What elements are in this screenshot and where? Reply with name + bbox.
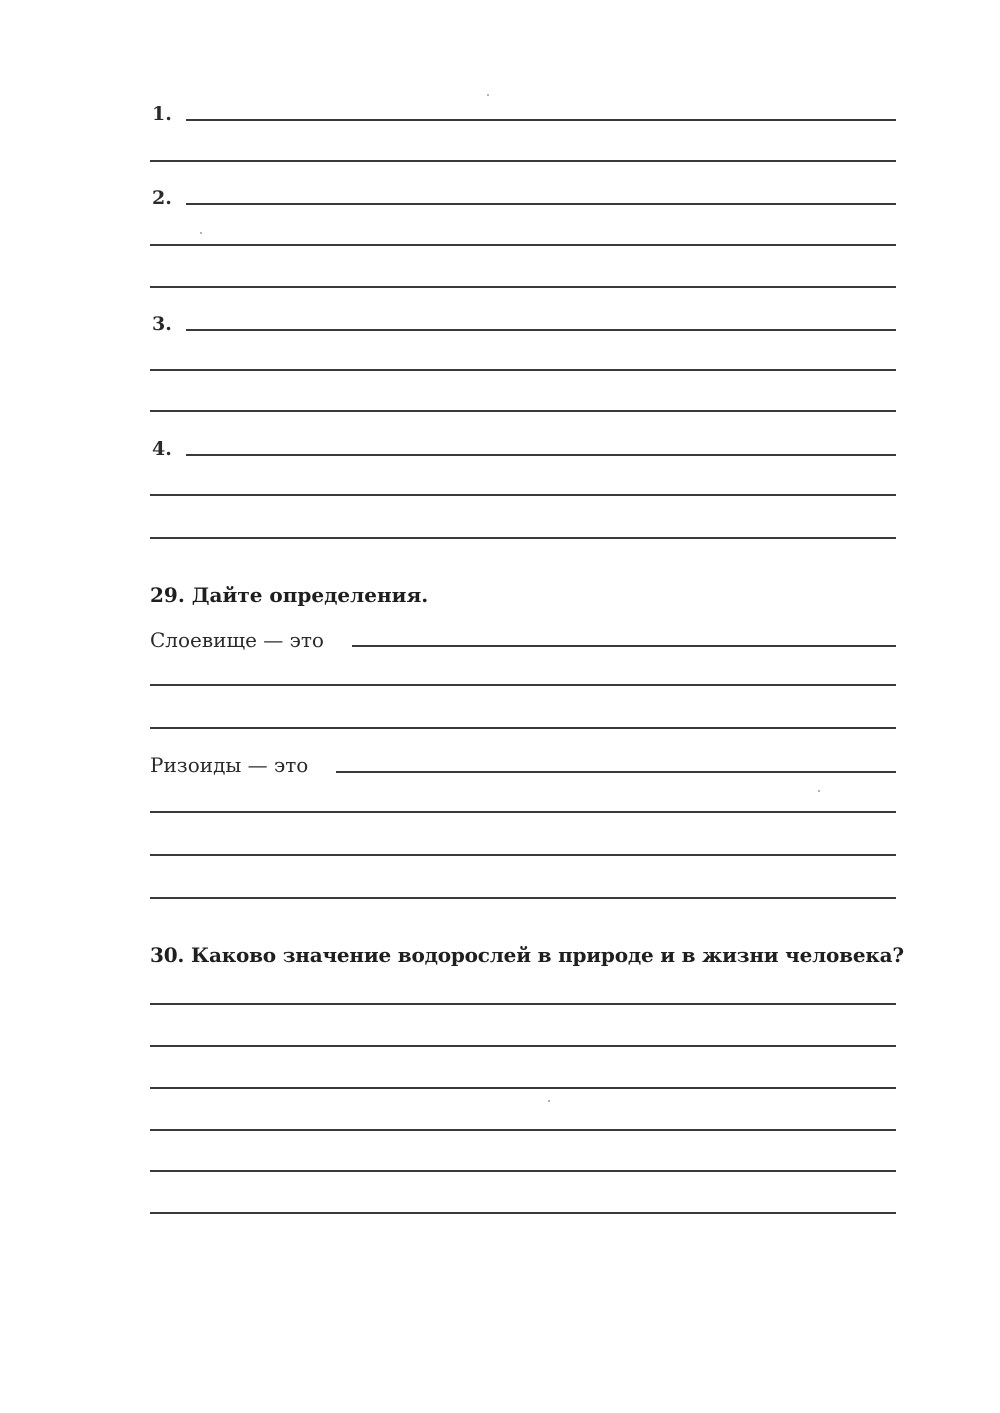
answer-line[interactable]	[150, 897, 896, 899]
answer-line[interactable]	[150, 160, 896, 162]
scan-speck	[818, 790, 820, 792]
answer-line[interactable]	[150, 410, 896, 412]
answer-line[interactable]	[336, 771, 896, 773]
answer-line[interactable]	[150, 537, 896, 539]
item-number-4: 4.	[152, 438, 172, 460]
answer-line[interactable]	[352, 645, 896, 647]
answer-line[interactable]	[150, 727, 896, 729]
answer-line[interactable]	[150, 1212, 896, 1214]
task-30-title: 30. Каково значение водорослей в природе и в жизни человека?	[150, 943, 904, 967]
answer-line[interactable]	[150, 494, 896, 496]
answer-line[interactable]	[150, 369, 896, 371]
answer-line[interactable]	[186, 203, 896, 205]
answer-line[interactable]	[186, 119, 896, 121]
item-number-2: 2.	[152, 187, 172, 209]
term-label-sloevishche: Слоевище — это	[150, 628, 324, 652]
answer-line[interactable]	[150, 1003, 896, 1005]
scan-speck	[200, 232, 202, 234]
item-number-1: 1.	[152, 103, 172, 125]
item-number-3: 3.	[152, 313, 172, 335]
answer-line[interactable]	[150, 811, 896, 813]
scan-speck	[487, 94, 489, 96]
answer-line[interactable]	[186, 454, 896, 456]
answer-line[interactable]	[150, 1129, 896, 1131]
answer-line[interactable]	[150, 684, 896, 686]
answer-line[interactable]	[150, 286, 896, 288]
answer-line[interactable]	[186, 329, 896, 331]
answer-line[interactable]	[150, 1087, 896, 1089]
scan-speck	[548, 1100, 550, 1102]
answer-line[interactable]	[150, 854, 896, 856]
answer-line[interactable]	[150, 244, 896, 246]
answer-line[interactable]	[150, 1170, 896, 1172]
task-29-title: 29. Дайте определения.	[150, 583, 429, 607]
answer-line[interactable]	[150, 1045, 896, 1047]
term-label-rizoidy: Ризоиды — это	[150, 753, 309, 777]
